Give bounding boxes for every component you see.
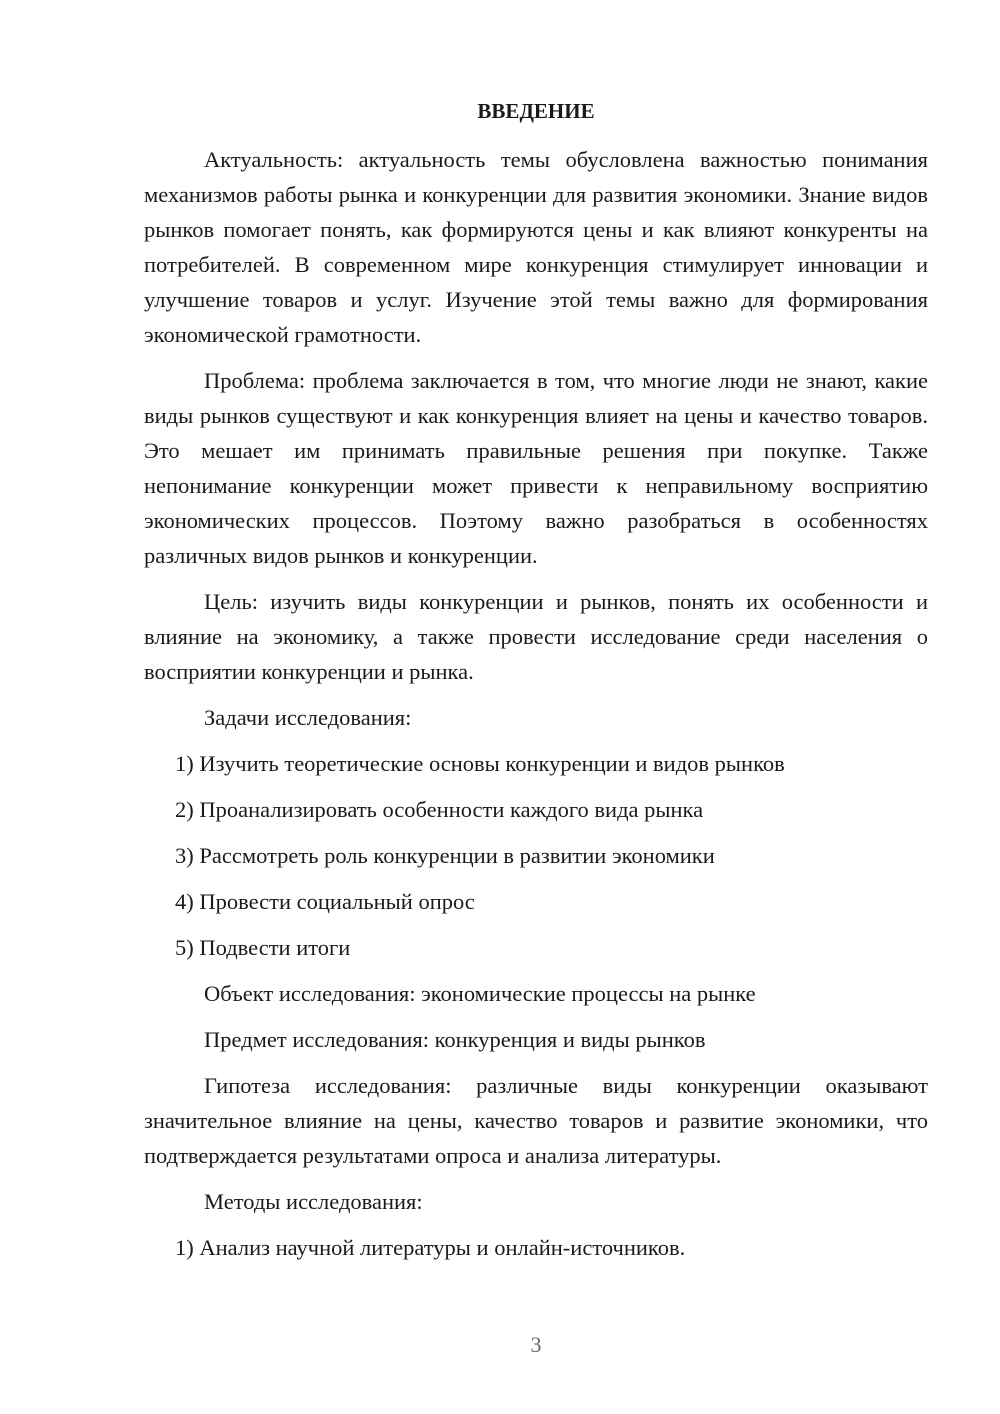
task-item: 5) Подвести итоги	[175, 935, 351, 960]
relevance-paragraph: Актуальность: актуальность темы обусловлена важностью понимания механизмов работы рынка и конкуренции для развития экономики. Знание видов рынков помогает понять, как формируются цены и как влияют конкуренты на потребителей. В современном мире конкуренция стимулирует инновации и улучшение товаров и услуг. Изучение этой темы важно для формирования экономической грамотности.	[144, 147, 928, 347]
page-title: ВВЕДЕНИЕ	[477, 99, 595, 123]
problem-paragraph: Проблема: проблема заключается в том, что многие люди не знают, какие виды рынков существуют и как конкуренция влияет на цены и качество товаров. Это мешает им принимать правильные решения при покупке. Также непонимание конкуренции может привести к неправильному восприятию экономических процессов. Поэтому важно разобраться в особенностях различных видов рынков и конкуренции.	[144, 368, 928, 568]
research-object: Объект исследования: экономические процессы на рынке	[204, 981, 756, 1006]
task-item: 1) Изучить теоретические основы конкуренции и видов рынков	[175, 751, 785, 776]
hypothesis-paragraph: Гипотеза исследования: различные виды конкуренции оказывают значительное влияние на цены, качество товаров и развитие экономики, что подтверждается результатами опроса и анализа литературы.	[144, 1073, 928, 1168]
methods-heading: Методы исследования:	[204, 1189, 423, 1214]
page-number: 3	[530, 1332, 542, 1357]
page-content	[144, 92, 928, 1276]
task-item: 4) Провести социальный опрос	[175, 889, 475, 914]
task-item: 2) Проанализировать особенности каждого вида рынка	[175, 797, 704, 822]
task-item: 3) Рассмотреть роль конкуренции в развитии экономики	[175, 843, 715, 868]
tasks-heading: Задачи исследования:	[204, 705, 412, 730]
goal-paragraph: Цель: изучить виды конкуренции и рынков, понять их особенности и влияние на экономику, а также провести исследование среди населения о восприятии конкуренции и рынка.	[144, 589, 928, 684]
method-item: 1) Анализ научной литературы и онлайн-источников.	[175, 1235, 686, 1260]
research-subject: Предмет исследования: конкуренция и виды рынков	[204, 1027, 706, 1052]
